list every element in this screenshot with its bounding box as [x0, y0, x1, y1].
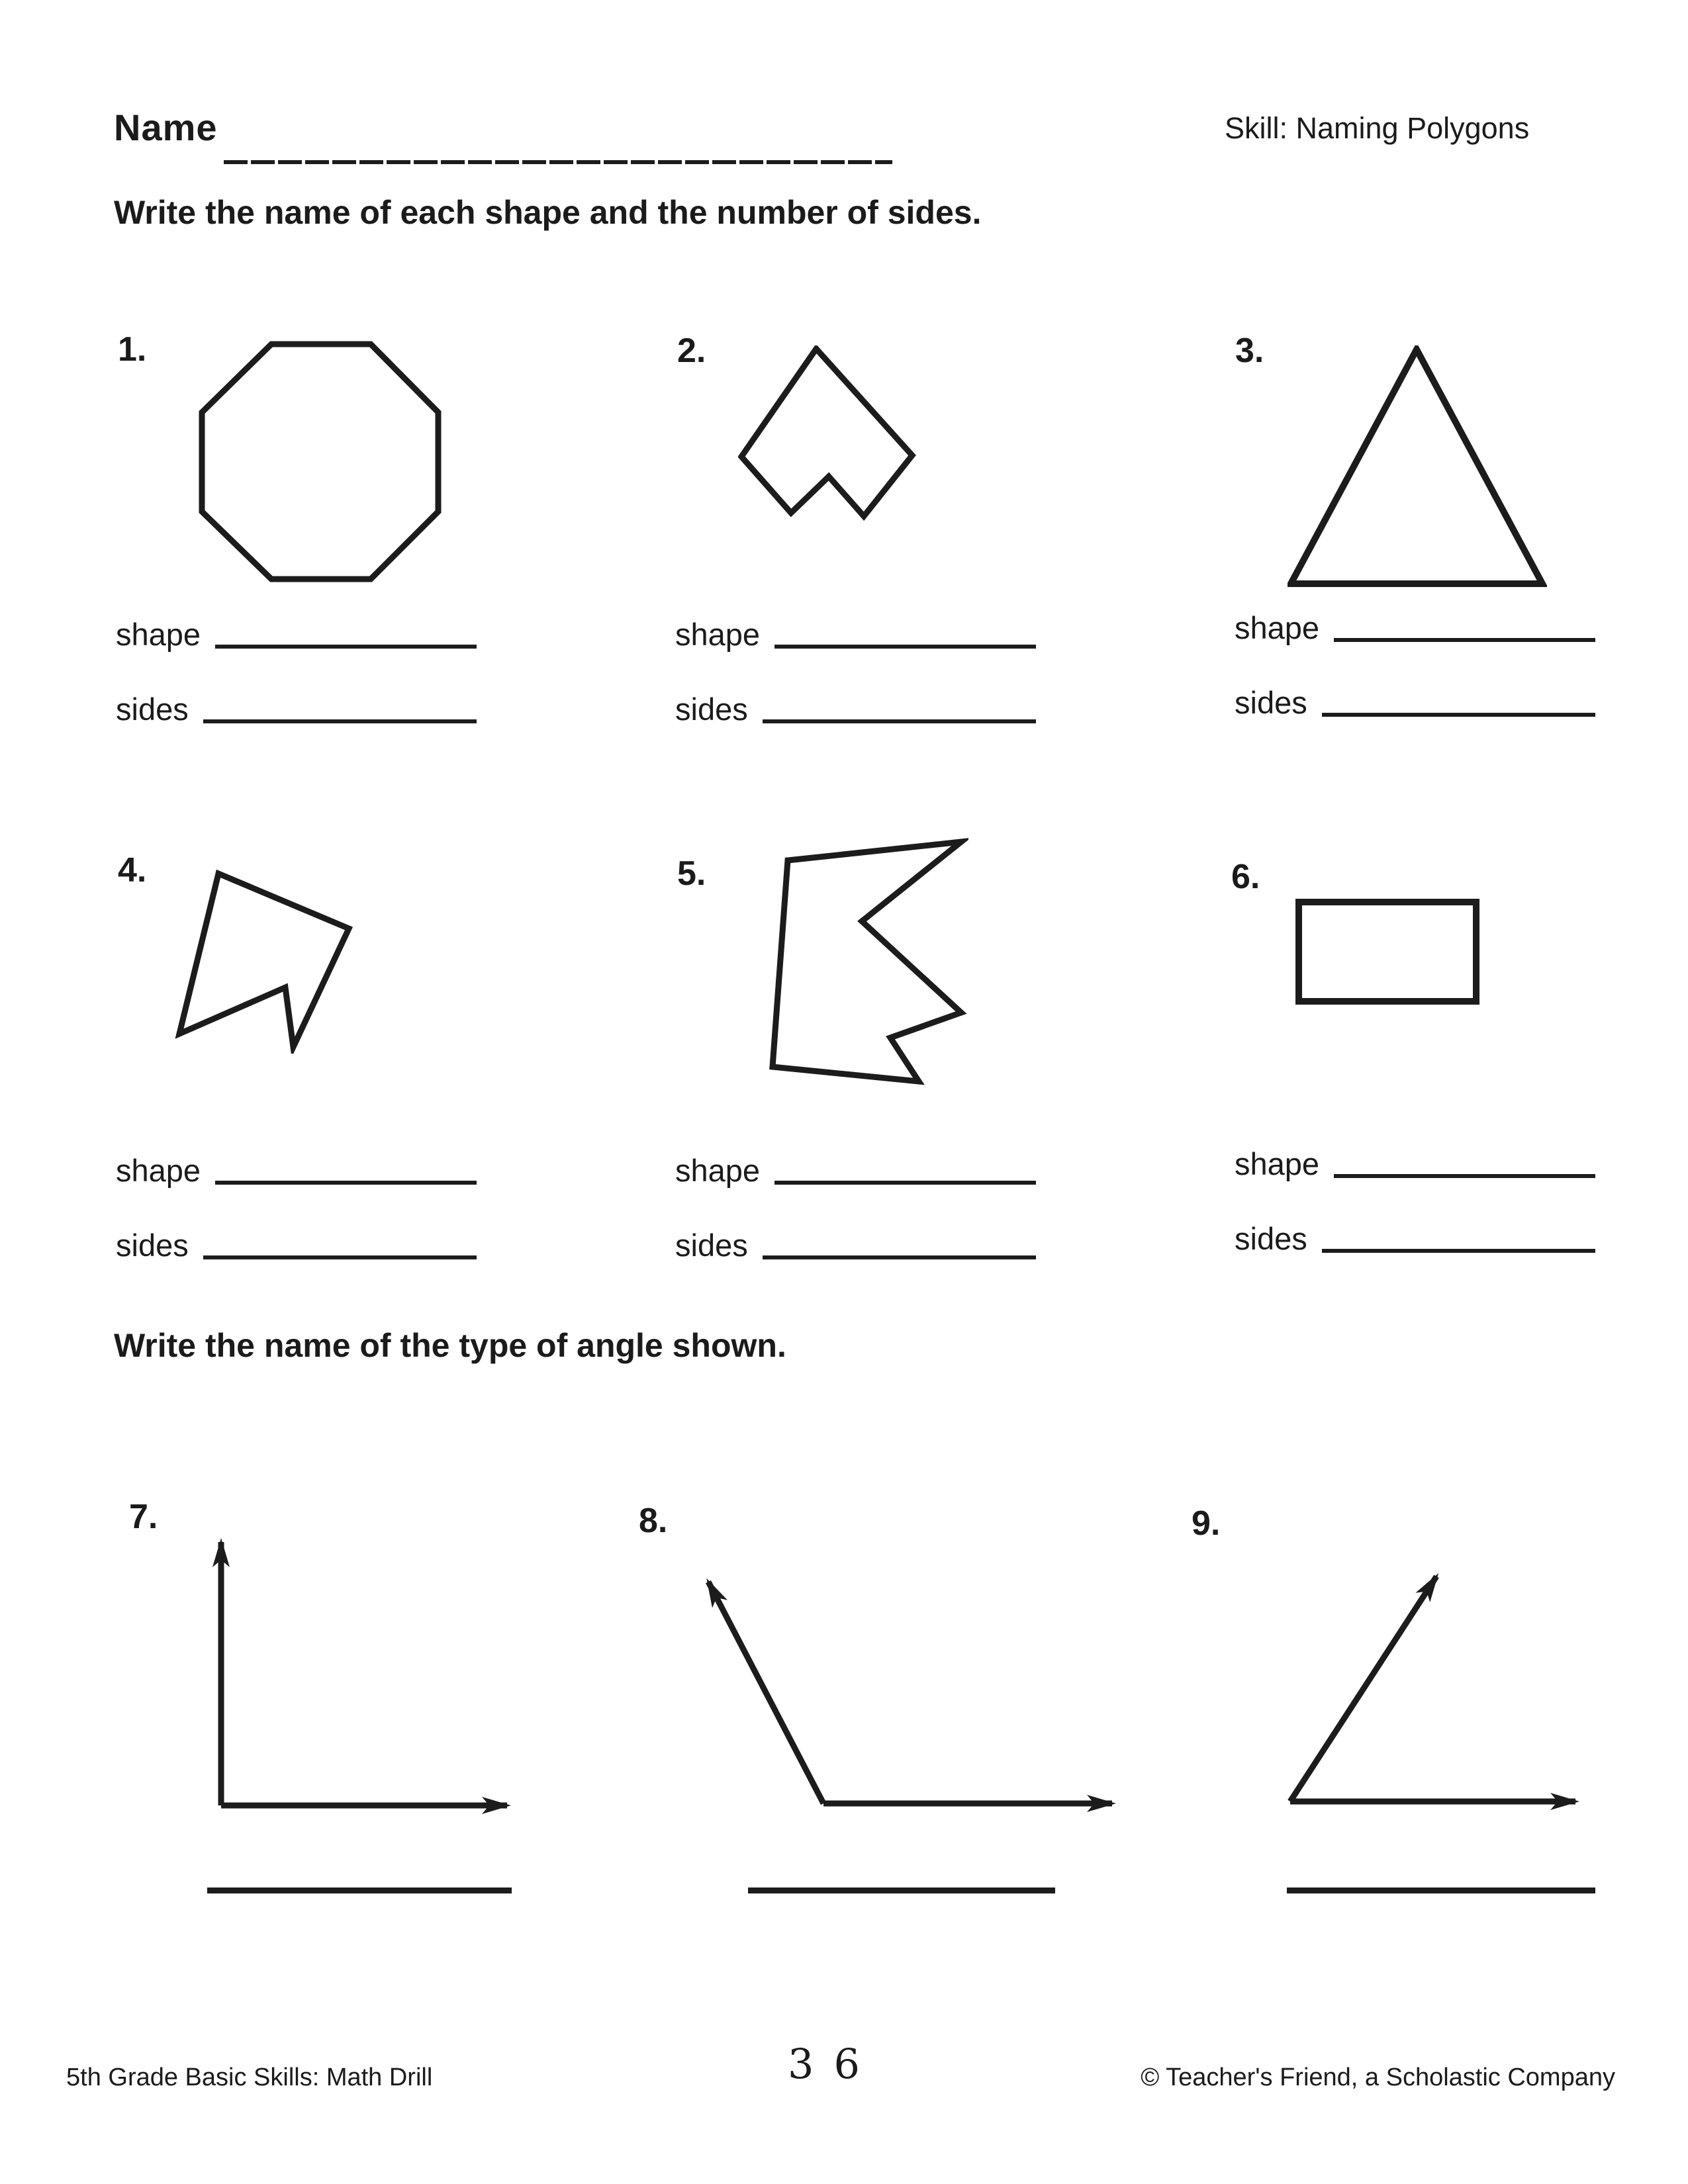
rectangle-shape: [1295, 899, 1479, 1005]
instruction-angles: Write the name of the type of angle shown.: [114, 1327, 786, 1364]
shape-answer-line[interactable]: [1334, 1174, 1595, 1178]
sides-label: sides: [116, 1228, 189, 1263]
sides-answer-line[interactable]: [763, 1255, 1036, 1259]
sides-field-5: [675, 1230, 1036, 1261]
shape-answer-line[interactable]: [774, 1181, 1036, 1185]
notched-diamond-hexagon-shape: [738, 345, 917, 521]
problem-number-8: 8.: [639, 1502, 668, 1540]
skill-label: Skill: Naming Polygons: [1225, 111, 1530, 145]
problem-number-4: 4.: [118, 851, 147, 889]
sides-field-3: [1235, 687, 1595, 718]
shape-field-1: [116, 619, 477, 650]
sides-label: sides: [116, 692, 189, 727]
sides-answer-line[interactable]: [203, 719, 477, 723]
acute-angle-figure: [1231, 1535, 1615, 1813]
sides-label: sides: [1235, 685, 1307, 720]
page-number: 36: [788, 2040, 880, 2088]
sides-answer-line[interactable]: [1322, 1249, 1595, 1253]
shape-answer-line[interactable]: [1334, 638, 1595, 642]
problem-number-6: 6.: [1231, 858, 1260, 896]
shape-field-2: [675, 619, 1036, 650]
shape-field-4: [116, 1155, 477, 1186]
problem-number-5: 5.: [677, 854, 706, 893]
shape-label: shape: [116, 617, 201, 652]
sides-answer-line[interactable]: [203, 1255, 477, 1259]
footer-right-text: © Teacher's Friend, a Scholastic Company: [1141, 2064, 1615, 2091]
shape-field-5: [675, 1155, 1036, 1186]
concave-heptagon-shape: [767, 835, 968, 1087]
shape-label: shape: [1235, 1146, 1320, 1181]
name-label: Name: [114, 107, 218, 148]
shape-label: shape: [116, 1153, 201, 1188]
problem-number-1: 1.: [118, 330, 147, 369]
angle-answer-line-7[interactable]: [207, 1888, 512, 1893]
shape-answer-line[interactable]: [215, 645, 477, 649]
shape-answer-line[interactable]: [215, 1181, 477, 1185]
problem-number-2: 2.: [677, 332, 706, 370]
triangle-shape: [1288, 345, 1547, 589]
sides-field-2: [675, 694, 1036, 725]
shape-field-6: [1235, 1148, 1595, 1179]
angle-answer-line-9[interactable]: [1287, 1888, 1595, 1893]
problem-number-7: 7.: [129, 1498, 158, 1536]
instruction-shapes: Write the name of each shape and the number of sides.: [114, 194, 982, 231]
concave-pentagon-shape: [173, 868, 356, 1054]
name-blank-line[interactable]: [224, 160, 892, 164]
problem-number-3: 3.: [1235, 332, 1264, 370]
sides-answer-line[interactable]: [1322, 713, 1595, 717]
shape-field-3: [1235, 612, 1595, 643]
sides-field-1: [116, 694, 477, 725]
problem-number-9: 9.: [1192, 1504, 1221, 1543]
sides-answer-line[interactable]: [763, 719, 1036, 723]
sides-field-6: [1235, 1223, 1595, 1254]
shape-label: shape: [675, 617, 761, 652]
sides-field-4: [116, 1230, 477, 1261]
shape-label: shape: [1235, 610, 1320, 645]
footer-left-text: 5th Grade Basic Skills: Math Drill: [66, 2064, 433, 2091]
obtuse-angle-figure: [662, 1535, 1139, 1820]
shape-label: shape: [675, 1153, 761, 1188]
angle-answer-line-8[interactable]: [748, 1888, 1055, 1893]
sides-label: sides: [1235, 1221, 1307, 1256]
sides-label: sides: [675, 1228, 748, 1263]
shape-answer-line[interactable]: [774, 645, 1036, 649]
sides-label: sides: [675, 692, 748, 727]
right-angle-figure: [185, 1516, 543, 1827]
octagon-shape: [199, 341, 445, 587]
